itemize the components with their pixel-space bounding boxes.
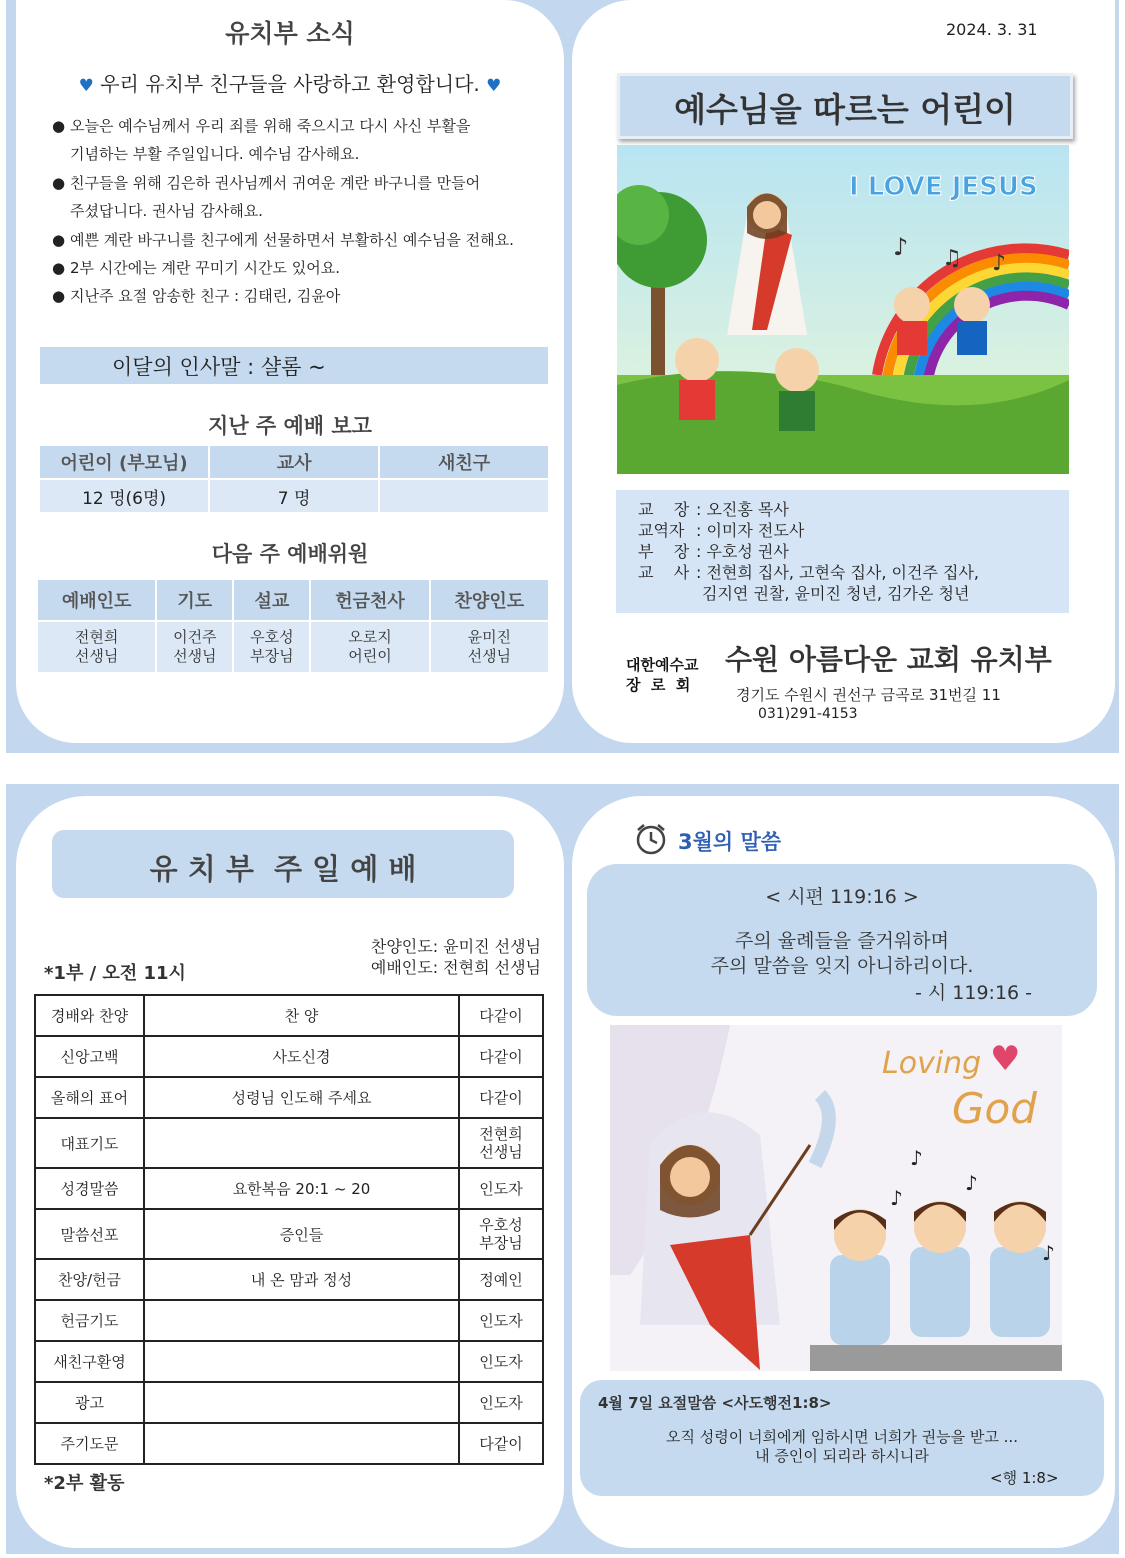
table-row: 대표기도 전현희 선생님 <box>35 1118 543 1168</box>
next-verse-box <box>580 1380 1104 1496</box>
duty-person: 이건주 선생님 <box>156 621 233 673</box>
duty-person: 오로지 어린이 <box>310 621 429 673</box>
staff-list <box>638 499 979 604</box>
report-table <box>38 444 550 514</box>
page-gap <box>0 753 1125 784</box>
bulletin-outer-sheet <box>6 0 1119 753</box>
church-address: 경기도 수원시 권선구 금곡로 31번길 11 <box>736 686 1001 704</box>
svg-text:♪: ♪ <box>890 1186 903 1210</box>
report-value <box>379 479 549 513</box>
greeting-text: 이달의 인사말 : 샬롬 ~ <box>112 355 326 379</box>
church-phone: 031)291-4153 <box>758 706 858 722</box>
news-title: 유치부 소식 <box>225 19 355 48</box>
verse-text: 주의 율례들을 즐거워하며 주의 말씀을 잊지 아니하리이다. <box>710 930 974 977</box>
verse-citation: - 시 119:16 - <box>915 982 1033 1004</box>
part1-label: *1부 / 오전 11시 <box>44 963 186 984</box>
table-row: 신앙고백 사도신경 다같이 <box>35 1036 543 1077</box>
duty-header: 예배인도 <box>37 579 156 621</box>
table-row: 주기도문 다같이 <box>35 1423 543 1464</box>
svg-text:♪: ♪ <box>910 1146 923 1170</box>
table-row: 말씀선포 증인들 우호성 부장님 <box>35 1209 543 1259</box>
report-header: 어린이 (부모님) <box>39 445 209 479</box>
church-name: 수원 아름다운 교회 유치부 <box>725 643 1052 676</box>
part2-label: *2부 활동 <box>44 1473 125 1494</box>
table-row: 광고 인도자 <box>35 1382 543 1423</box>
verse-reference: < 시편 119:16 > <box>765 886 919 908</box>
image-caption: I LOVE JESUS <box>849 172 1038 202</box>
worship-leader: 예배인도: 전현희 선생님 <box>370 958 541 977</box>
next-verse-citation: <행 1:8> <box>990 1469 1059 1487</box>
report-title: 지난 주 예배 보고 <box>208 414 372 438</box>
monthly-verse-box <box>587 864 1097 1016</box>
svg-text:♪: ♪ <box>893 233 909 261</box>
report-value: 7 명 <box>209 479 379 513</box>
report-header: 새친구 <box>379 445 549 479</box>
svg-text:♪: ♪ <box>992 251 1007 276</box>
image-caption: God <box>952 1084 1037 1133</box>
table-row: 올해의 표어 성령님 인도해 주세요 다같이 <box>35 1077 543 1118</box>
cover-title: 예수님을 따르는 어린이 <box>674 90 1016 129</box>
alarm-clock-icon <box>634 822 668 856</box>
staff-box <box>616 490 1069 613</box>
next-verse-text: 오직 성령이 너희에게 임하시면 너희가 권능을 받고 ... 내 증인이 되리라 하시니라 <box>666 1428 1018 1465</box>
duty-header: 헌금천사 <box>310 579 429 621</box>
table-row: 새친구환영 인도자 <box>35 1341 543 1382</box>
service-title: 유 치 부 주 일 예 배 <box>149 852 417 886</box>
staff-row: 교역자 : 이미자 전도사 <box>638 521 805 540</box>
image-caption: Loving <box>882 1046 982 1081</box>
service-panel <box>16 796 564 1548</box>
greeting-band <box>40 347 548 384</box>
denomination: 대한예수교 장 로 회 <box>626 656 699 694</box>
report-header: 교사 <box>209 445 379 479</box>
report-value: 12 명(6명) <box>39 479 209 513</box>
bulletin-date: 2024. 3. 31 <box>946 20 1038 39</box>
jesus-children-illustration <box>617 145 1069 474</box>
service-title-box <box>52 830 514 898</box>
staff-row: 교 장 : 오진홍 목사 <box>638 500 789 519</box>
verse-title: 3월의 말씀 <box>678 830 782 854</box>
staff-row: 교 사 : 전현희 집사, 고현숙 집사, 이건주 집사, <box>638 563 980 582</box>
welcome-line <box>16 68 564 97</box>
bullet-icon: ● <box>52 174 66 192</box>
table-row: 찬양/헌금 내 온 맘과 정성 정예인 <box>35 1259 543 1300</box>
table-row: 헌금기도 인도자 <box>35 1300 543 1341</box>
duty-header: 찬양인도 <box>430 579 549 621</box>
leaders <box>316 936 541 978</box>
bullet-icon: ● <box>52 117 66 135</box>
order-table <box>34 994 544 1465</box>
praise-leader: 찬양인도: 윤미진 선생님 <box>370 937 541 956</box>
svg-text:♪: ♪ <box>1042 1241 1055 1265</box>
bullet-icon: ● <box>52 287 66 305</box>
cover-title-box <box>617 73 1073 139</box>
next-verse-title: 4월 7일 요절말씀 <사도행전1:8> <box>598 1394 832 1412</box>
duty-header: 설교 <box>233 579 310 621</box>
table-row: 경배와 찬양 찬 양 다같이 <box>35 995 543 1036</box>
duty-table <box>36 578 550 674</box>
news-panel: 유치부 소식 ♥ 우리 유치부 친구들을 사랑하고 환영합니다. ♥ ● 오늘은 예수님께서 우리 죄를 위해 죽으시고 다시 사신 부활을 기념하는 부활 주일입니다. 예수님 감사해요. ● 친구들을 위해 김은하 권사님께서 귀여운 계란 바구니를 만들어 주셨답니다. 권사님 감사해요. ● 예쁜 계란 바구니를 친구에게 선물하면서 부활하신 예수님을 전해요. ● 2부 시간에는 계란 꾸미기 시간도 있어요. ● 지난주 요절 암송한 친구 : 김태린, 김윤아 이달의 인사말 : 샬롬 ~ 지난 주 예배 보고 어린이 (부모님) 교사 새친구 12 명(6명) 7 명 다음 주 예배위원 예배인도 기도 설교 헌금천사 찬양인도 전현희 선생님 이건주 선생님 우호성 부장님 오로지 어린이 윤미진 선생님 <box>16 0 564 743</box>
verse-panel <box>572 796 1115 1548</box>
welcome-text: 우리 유치부 친구들을 사랑하고 환영합니다. <box>100 72 480 96</box>
duty-person: 전현희 선생님 <box>37 621 156 673</box>
heart-icon: ♥ <box>486 76 502 96</box>
svg-text:♪: ♪ <box>965 1171 978 1195</box>
table-row: 성경말씀 요한복음 20:1 ~ 20 인도자 <box>35 1168 543 1209</box>
heart-icon: ♥ <box>78 76 94 96</box>
staff-row: 부 장 : 우호성 권사 <box>638 542 789 561</box>
duty-title: 다음 주 예배위원 <box>211 542 369 566</box>
duty-person: 우호성 부장님 <box>233 621 310 673</box>
heart-icon: ♥ <box>990 1039 1021 1079</box>
bullet-icon: ● <box>52 231 66 249</box>
jesus-choir-illustration <box>610 1025 1062 1371</box>
duty-person: 윤미진 선생님 <box>430 621 549 673</box>
bullet-icon: ● <box>52 259 66 277</box>
bulletin-inner-sheet <box>6 784 1119 1554</box>
duty-header: 기도 <box>156 579 233 621</box>
staff-row: 김지연 권찰, 윤미진 청년, 김가온 청년 <box>702 584 970 603</box>
cover-panel <box>572 0 1115 743</box>
svg-text:♫: ♫ <box>942 246 962 271</box>
